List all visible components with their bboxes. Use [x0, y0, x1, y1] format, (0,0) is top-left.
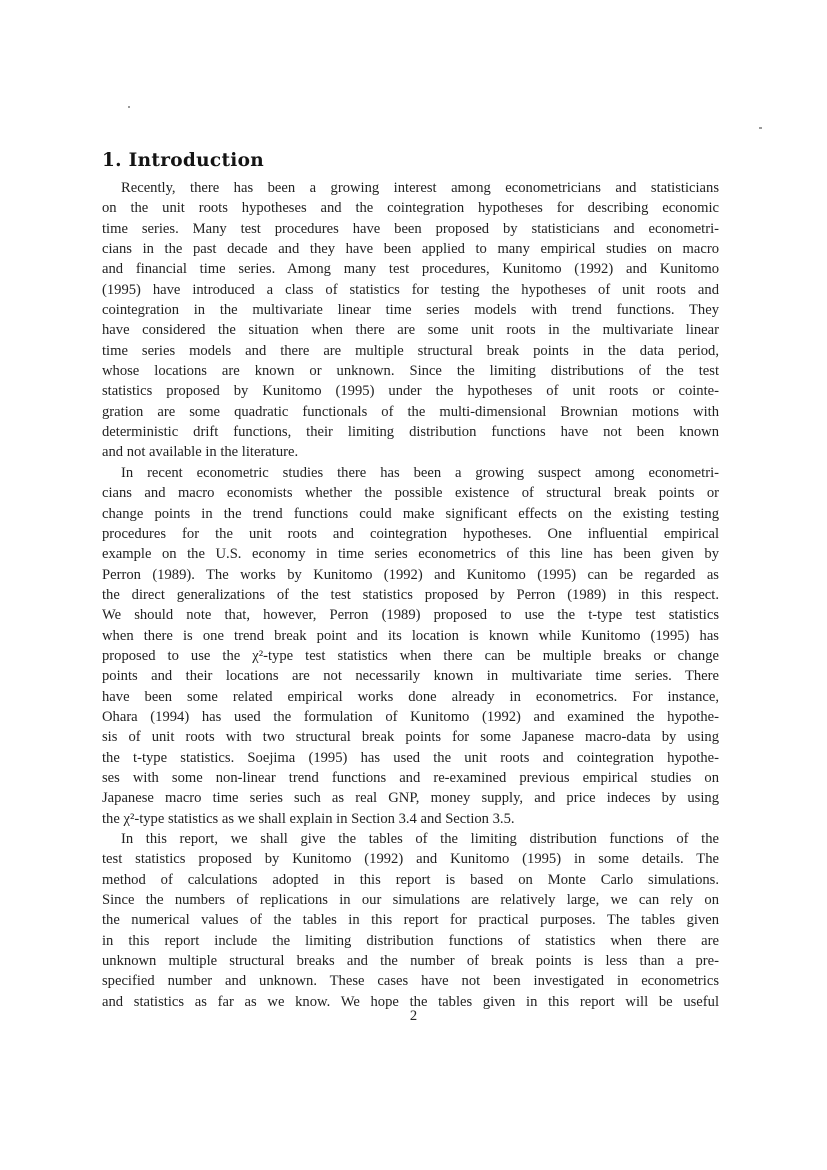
- section-number: 1.: [102, 150, 122, 171]
- text-line: have considered the situation when there are some unit roots in the multivariate linear: [102, 322, 719, 339]
- text-line: time series models and there are multiple structural break points in the data period,: [102, 342, 719, 359]
- section-title: Introduction: [128, 150, 265, 171]
- text-line: time series. Many test procedures have been proposed by statisticians and econometri-: [102, 220, 719, 237]
- paragraph: [102, 463, 719, 829]
- text-line: the χ²-type statistics as we shall explain in Section 3.4 and Section 3.5.: [102, 810, 515, 827]
- text-line: Recently, there has been a growing interest among econometricians and statisticians: [121, 180, 719, 196]
- text-line: gration are some quadratic functionals of the multi-dimensional Brownian motions with: [102, 403, 719, 420]
- text-line: cointegration in the multivariate linear time series models with trend functions. They: [102, 302, 719, 319]
- scan-speck: [759, 127, 762, 129]
- text-line: unknown multiple structural breaks and the number of break points is less than a pre-: [102, 953, 719, 970]
- text-line: and not available in the literature.: [102, 444, 299, 461]
- text-line: In recent econometric studies there has been a growing suspect among econometri-: [121, 464, 719, 481]
- text-line: change points in the trend functions could make significant effects on the existing testing: [102, 505, 719, 522]
- text-line: example on the U.S. economy in time series econometrics of this line has been given by: [102, 546, 719, 563]
- page-number: 2: [409, 1008, 418, 1024]
- text-line: sis of unit roots with two structural break points for some Japanese macro-data by using: [102, 729, 719, 746]
- text-line: whose locations are known or unknown. Since the limiting distributions of the test: [102, 363, 719, 380]
- text-line: statistics proposed by Kunitomo (1995) under the hypotheses of unit roots or cointe-: [102, 383, 719, 400]
- text-line: deterministic drift functions, their limiting distribution functions have not been known: [102, 424, 719, 441]
- text-line: points and their locations are not necessarily known in multivariate time series. There: [102, 668, 719, 685]
- text-line: specified number and unknown. These cases have not been investigated in econometrics: [102, 973, 719, 990]
- text-line: and statistics as far as we know. We hope the tables given in this report will be useful: [102, 993, 719, 1010]
- text-line: the t-type statistics. Soejima (1995) has used the unit roots and cointegration hypothe-: [102, 749, 719, 766]
- text-line: procedures for the unit roots and cointegration hypotheses. One influential empirical: [102, 525, 719, 542]
- text-line: when there is one trend break point and its location is known while Kunitomo (1995) has: [102, 627, 719, 644]
- text-line: proposed to use the χ²-type test statistics when there can be multiple breaks or change: [102, 647, 719, 664]
- text-line: on the unit roots hypotheses and the cointegration hypotheses for describing economic: [102, 200, 719, 217]
- text-line: and financial time series. Among many test procedures, Kunitomo (1992) and Kunitomo: [102, 261, 719, 278]
- text-line: (1995) have introduced a class of statistics for testing the hypotheses of unit roots and: [102, 281, 719, 298]
- text-line: cians in the past decade and they have been applied to many empirical studies on macro: [102, 241, 719, 258]
- paragraph: [102, 829, 719, 1012]
- text-line: Since the numbers of replications in our simulations are relatively large, we can rely on: [102, 892, 719, 909]
- text-line: Ohara (1994) has used the formulation of Kunitomo (1992) and examined the hypothe-: [102, 708, 719, 725]
- text-line: the numerical values of the tables in this report for practical purposes. The tables given: [102, 912, 719, 929]
- text-line: have been some related empirical works done already in econometrics. For instance,: [102, 688, 719, 705]
- text-line: in this report include the limiting distribution functions of statistics when there are: [102, 932, 719, 949]
- text-line: the direct generalizations of the test statistics proposed by Perron (1989) in this respect.: [102, 586, 719, 603]
- body-text: [102, 178, 719, 1012]
- text-line: Perron (1989). The works by Kunitomo (1992) and Kunitomo (1995) can be regarded as: [102, 566, 719, 583]
- text-line: method of calculations adopted in this report is based on Monte Carlo simulations.: [102, 871, 719, 888]
- section-heading: [102, 150, 264, 171]
- text-line: test statistics proposed by Kunitomo (1992) and Kunitomo (1995) in some details. The: [102, 851, 719, 868]
- text-line: ses with some non-linear trend functions and re-examined previous empirical studies on: [102, 769, 719, 786]
- text-line: We should note that, however, Perron (1989) proposed to use the t-type test statistics: [102, 607, 719, 624]
- text-line: cians and macro economists whether the possible existence of structural break points or: [102, 485, 719, 502]
- text-line: In this report, we shall give the tables of the limiting distribution functions of the: [121, 831, 719, 847]
- text-line: Japanese macro time series such as real GNP, money supply, and price indeces by using: [102, 790, 719, 807]
- paragraph: [102, 178, 719, 463]
- scan-speck: [128, 106, 130, 108]
